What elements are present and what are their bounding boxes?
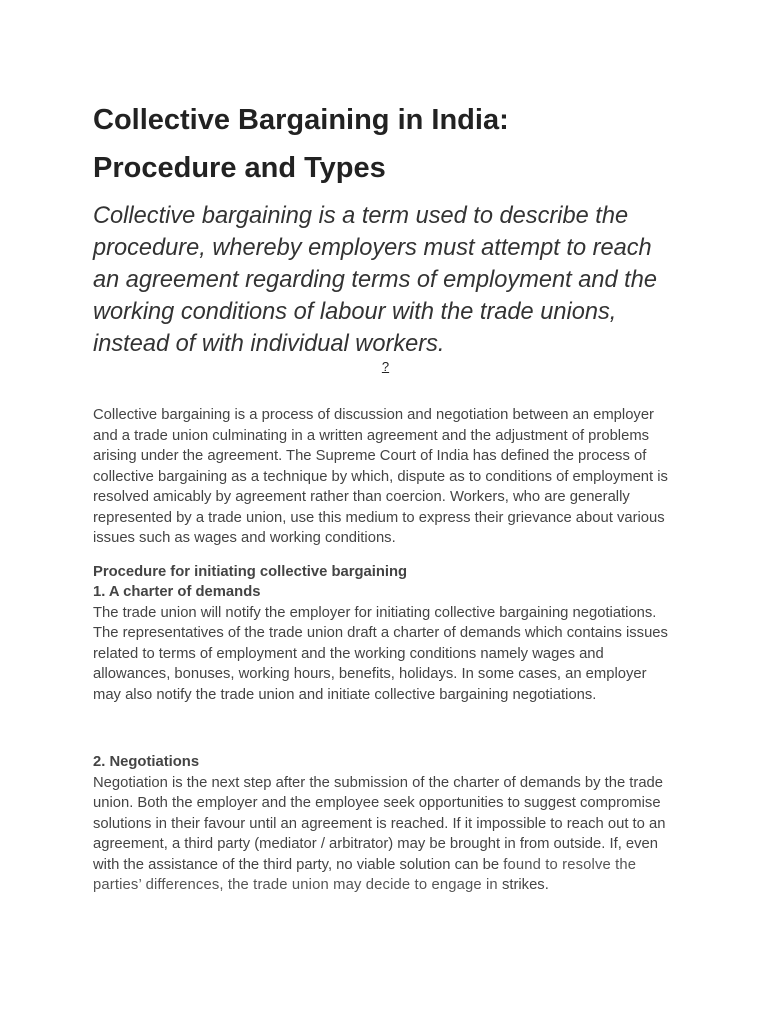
intro-paragraph: Collective bargaining is a process of discussion and negotiation between an employer and a trade union culminating in a written agreement and the adjustment of problems arising under the agreement. The Supreme Court of India has defined the process of collective bargaining as a technique by which, dispute as to conditions of employment is resolved amicably by agreement rather than coercion. Workers, who are generally represented by a trade union, use this medium to express their grievance about various issues such as wages and working conditions. — [93, 407, 668, 546]
step2-heading: 2. Negotiations — [93, 754, 200, 770]
lead-paragraph: Collective bargaining is a term used to describe the procedure, whereby employers must attempt to reach an agreement regarding terms of employment and the working conditions of labour with the trade unions, instead of with individual workers. — [93, 203, 657, 357]
step2-text-part-2: found to resolve the parties’ differences, the trade union may decide to engage in — [93, 856, 637, 893]
help-link[interactable]: ? — [381, 359, 390, 374]
procedure-heading: Procedure for initiating collective bargaining — [93, 563, 408, 580]
title-line-1: Collective Bargaining in India: — [93, 104, 509, 136]
document-page — [93, 0, 678, 896]
step2-text-part-1: Negotiation is the next step after the submission of the charter of demands by the trade union. Both the employer and the employee seek opportunities to suggest compromise solutions in their favour until an agreement is reached. If it impossible to reach out to an agreement, a third party (mediator / arbitrator) may be brought in from outside. If, even with the assistance of the third party, no viable solution can be — [93, 774, 666, 873]
step1-heading: 1. A charter of demands — [93, 584, 261, 600]
page-title — [93, 0, 678, 192]
step2-paragraph — [93, 773, 678, 896]
section-spacer — [93, 705, 678, 752]
step1-paragraph: The trade union will notify the employer for initiating collective bargaining negotiations. The representatives of the trade union draft a charter of demands which contains issues related to terms of employment and the working conditions namely wages and allowances, bonuses, working hours, benefits, holidays. In some cases, an employer may also notify the trade union and initiate collective bargaining negotiations. — [93, 604, 668, 703]
title-line-2: Procedure and Types — [93, 152, 386, 184]
step2-text-part-3: strikes. — [501, 877, 549, 893]
